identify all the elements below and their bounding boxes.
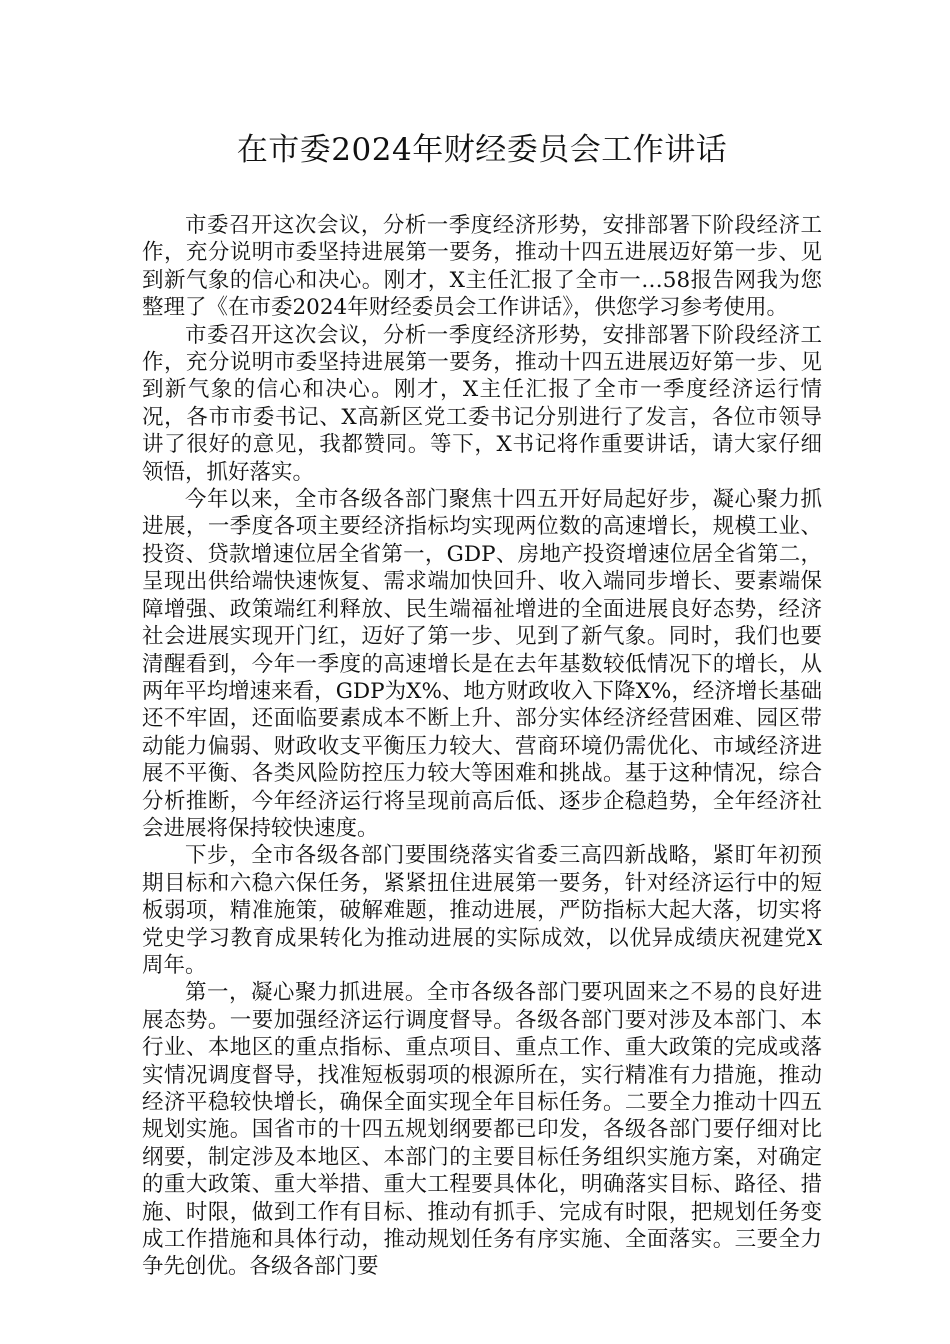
paragraph-opening: 市委召开这次会议，分析一季度经济形势，安排部署下阶段经济工作，充分说明市委坚持进展第一要务，推动十四五进展迈好第一步、见到新气象的信心和决心。刚才，X主任汇报了全市一季度经济运行情况，各市市委书记、X高新区党工委书记分别进行了发言，各位市领导讲了很好的意见，我都赞同。等下，X书记将作重要讲话，请大家仔细领悟，抓好落实。 bbox=[142, 322, 822, 485]
paragraph-intro: 市委召开这次会议，分析一季度经济形势，安排部署下阶段经济工作，充分说明市委坚持进展第一要务，推动十四五进展迈好第一步、见到新气象的信心和决心。刚才，X主任汇报了全市一…58报告网我为您整理了《在市委2024年财经委员会工作讲话》，供您学习参考使用。 bbox=[142, 213, 822, 321]
paragraph-economic-situation: 今年以来，全市各级各部门聚焦十四五开好局起好步，凝心聚力抓进展，一季度各项主要经济指标均实现两位数的高速增长，规模工业、投资、贷款增速位居全省第一，GDP、房地产投资增速位居全省第二，呈现出供给端快速恢复、需求端加快回升、收入端同步增长、要素端保障增强、政策端红利释放、民生端福祉增进的全面进展良好态势，经济社会进展实现开门红，迈好了第一步、见到了新气象。同时，我们也要清醒看到，今年一季度的高速增长是在去年基数较低情况下的增长，从两年平均增速来看，GDP为X%、地方财政收入下降X%，经济增长基础还不牢固，还面临要素成本不断上升、部分实体经济经营困难、园区带动能力偏弱、财政收支平衡压力较大、营商环境仍需优化、市域经济进展不平衡、各类风险防控压力较大等困难和挑战。基于这种情况，综合分析推断，今年经济运行将呈现前高后低、逐步企稳趋势，全年经济社会进展将保持较快速度。 bbox=[142, 487, 822, 841]
paragraph-first-point: 第一，凝心聚力抓进展。全市各级各部门要巩固来之不易的良好进展态势。一要加强经济运行调度督导。各级各部门要对涉及本部门、本行业、本地区的重点指标、重点项目、重点工作、重大政策的完成或落实情况调度督导，找准短板弱项的根源所在，实行精准有力措施，推动经济平稳较快增长，确保全面实现全年目标任务。二要全力推动十四五规划实施。国省市的十四五规划纲要都已印发，各级各部门要仔细对比纲要，制定涉及本地区、本部门的主要目标任务组织实施方案，对确定的重大政策、重大举措、重大工程要具体化，明确落实目标、路径、措施、时限，做到工作有目标、推动有抓手、完成有时限，把规划任务变成工作措施和具体行动，推动规划任务有序实施、全面落实。三要全力争先创优。各级各部门要 bbox=[142, 980, 822, 1280]
document-page bbox=[142, 128, 822, 1281]
paragraph-next-steps: 下步，全市各级各部门要围绕落实省委三高四新战略，紧盯年初预期目标和六稳六保任务，紧紧扭住进展第一要务，针对经济运行中的短板弱项，精准施策，破解难题，推动进展，严防指标大起大落，切实将党史学习教育成果转化为推动进展的实际成效，以优异成绩庆祝建党X周年。 bbox=[142, 843, 822, 978]
document-title: 在市委2024年财经委员会工作讲话 bbox=[236, 132, 728, 168]
